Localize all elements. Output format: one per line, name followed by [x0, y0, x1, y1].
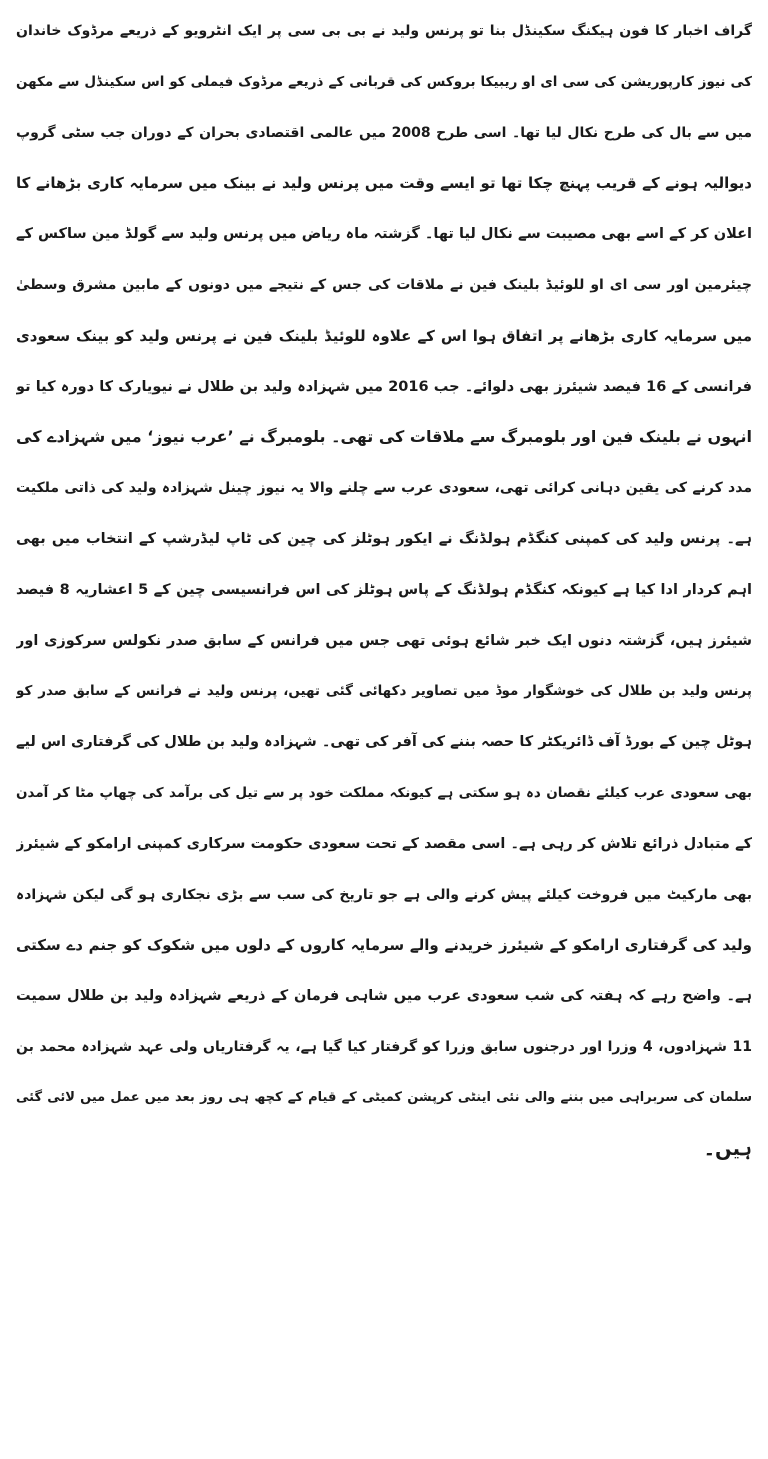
text-line: گراف اخبار کا فون ہیکنگ سکینڈل بنا تو پرنس ولید نے بی بی سی پر ایک انٹرویو کے ذریعے مرڈوک خاندان — [16, 23, 752, 39]
text-line: اعلان کر کے اسے بھی مصیبت سے نکال لیا تھا۔ گزشتہ ماہ ریاض میں پرنس ولید سے گولڈ مین ساکس کے — [16, 226, 752, 243]
text-line: ولید کی گرفتاری ارامکو کے شیئرز خریدنے والے سرمایہ کاروں کے دلوں میں شکوک کو جنم دے سکتی — [16, 936, 752, 955]
article-body — [16, 6, 752, 1174]
text-line: بھی سعودی عرب کیلئے نقصان دہ ہو سکتی ہے کیونکہ مملکت خود پر سے تیل کی برآمد کی چھاپ مٹا کر آمدن — [16, 784, 752, 801]
text-line: ہے۔ واضح رہے کہ ہفتہ کی شب سعودی عرب میں شاہی فرمان کے ذریعے شہزادہ ولید بن طلال سمیت — [16, 988, 752, 1005]
text-line: شیئرز ہیں، گزشتہ دنوں ایک خبر شائع ہوئی تھی جس میں فرانس کے سابق صدر نکولس سرکوزی اور — [16, 632, 752, 649]
text-line-last: ہیں۔ — [703, 1136, 752, 1160]
text-line: انہوں نے بلینک فین اور بلومبرگ سے ملاقات کی تھی۔ بلومبرگ نے ’عرب نیوز‘ میں شہزادے کی — [16, 427, 752, 447]
text-line: فرانسی کے 16 فیصد شیئرز بھی دلوائے۔ جب 2016 میں شہزادہ ولید بن طلال نے نیویارک کا دورہ کیا تو — [16, 378, 752, 395]
text-line: مدد کرنے کی یقین دہانی کرائی تھی، سعودی عرب سے چلنے والا یہ نیوز چینل شہزادہ ولید کی ذاتی ملکیت — [16, 480, 752, 497]
text-line: ہوٹل چین کے بورڈ آف ڈائریکٹر کا حصہ بننے کی آفر کی تھی۔ شہزادہ ولید بن طلال کی گرفتاری اس لیے — [16, 734, 752, 751]
text-line: دیوالیہ ہونے کے قریب پہنچ چکا تھا تو ایسے وقت میں پرنس ولید نے بینک میں سرمایہ کاری بڑھانے کا — [16, 174, 752, 193]
text-line: کی نیوز کارپوریشن کی سی ای او ریبیکا بروکس کی قربانی کے ذریعے مرڈوک فیملی کو اس سکینڈل سے مکھن — [16, 73, 752, 90]
text-line: میں سے بال کی طرح نکال لیا تھا۔ اسی طرح 2008 میں عالمی اقتصادی بحران کے دوران جب سٹی گروپ — [16, 124, 752, 141]
text-line: پرنس ولید بن طلال کی خوشگوار موڈ میں تصاویر دکھائی گئی تھیں، پرنس ولید نے فرانس کے سابق صدر کو — [16, 683, 752, 700]
text-line: ہے۔ پرنس ولید کی کمپنی کنگڈم ہولڈنگ نے ایکور ہوٹلز کی چین کی ٹاپ لیڈرشپ کے انتخاب میں بھی — [16, 530, 752, 547]
text-line: بھی مارکیٹ میں فروخت کیلئے پیش کرنے والی ہے جو تاریخ کی سب سے بڑی نجکاری ہو گی لیکن شہزادہ — [16, 886, 752, 903]
text-line: میں سرمایہ کاری بڑھانے پر اتفاق ہوا اس کے علاوہ للوئیڈ بلینک فین نے پرنس ولید کو بینک سعودی — [16, 326, 752, 345]
text-line: کے متبادل ذرائع تلاش کر رہی ہے۔ اسی مقصد کے تحت سعودی حکومت سرکاری کمپنی ارامکو کے شیئرز — [16, 835, 752, 852]
text-line: سلمان کی سربراہی میں بننے والی نئی اینٹی کرپشن کمیٹی کے قیام کے کچھ ہی روز بعد میں عمل میں لائی گئی — [16, 1089, 752, 1105]
text-line: اہم کردار ادا کیا ہے کیونکہ کنگڈم ہولڈنگ کے پاس ہوٹلز کی اس فرانسیسی چین کے 5 اعشاریہ 8 فیصد — [16, 581, 752, 598]
text-line: چیئرمین اور سی ای او للوئیڈ بلینک فین نے ملاقات کی جس کے نتیجے میں دونوں کے مابین مشرق وسطیٰ — [16, 276, 752, 293]
text-line: 11 شہزادوں، 4 وزرا اور درجنوں سابق وزرا کو گرفتار کیا گیا ہے، یہ گرفتاریاں ولی عہد شہزادہ محمد بن — [16, 1038, 752, 1055]
